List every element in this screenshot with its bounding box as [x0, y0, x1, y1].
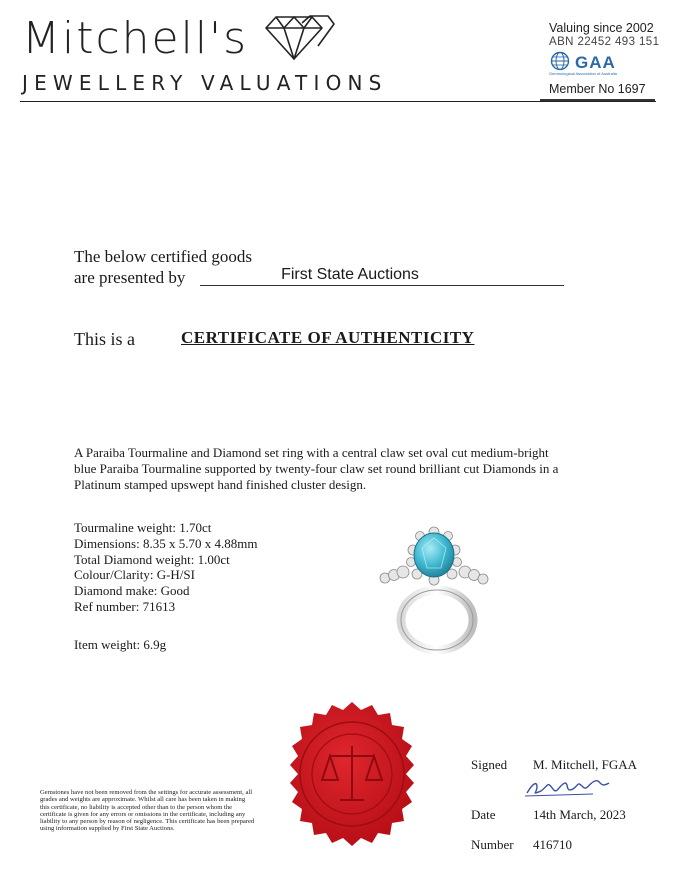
item-description: A Paraiba Tourmaline and Diamond set ring with a central claw set oval cut medium-bright blue Paraiba Tourmaline supported by twenty-four claw set round brilliant cut Diamonds in a Platinum stamped upswept hand finished cluster design.: [74, 445, 559, 492]
member-divider: [540, 99, 655, 101]
signed-label: Signed: [471, 757, 508, 772]
date-label: Date: [471, 807, 496, 822]
brand-subtitle: JEWELLERY VALUATIONS: [22, 71, 388, 95]
spec-tourmaline-weight: Tourmaline weight: 1.70ct: [74, 520, 212, 535]
item-weight: Item weight: 6.9g: [74, 637, 167, 652]
presenter-name: First State Auctions: [281, 266, 419, 283]
spec-diamond-weight: Total Diamond weight: 1.00ct: [74, 551, 230, 567]
number-label: Number: [471, 837, 514, 852]
intro-line-1: The below certified goods: [74, 247, 252, 266]
signed-value: M. Mitchell, FGAA: [533, 757, 637, 772]
spec-colour-clarity: Colour/Clarity: G-H/SI: [74, 567, 195, 583]
valuing-since: Valuing since 2002: [549, 21, 654, 35]
gaa-globe-icon: [549, 51, 571, 71]
member-number: Member No 1697: [549, 82, 646, 96]
spec-diamond-make: Diamond make: Good: [74, 583, 190, 599]
diamond-logo-icon: [262, 14, 336, 62]
wax-seal-icon: [278, 700, 426, 848]
ring-photo: [375, 520, 490, 655]
gaa-logo-text: GAA: [575, 53, 616, 72]
number-value: 416710: [533, 837, 572, 852]
header-divider: [20, 101, 656, 102]
spec-dimensions: Dimensions: 8.35 x 5.70 x 4.88mm: [74, 535, 258, 551]
abn-number: ABN 22452 493 151: [549, 36, 660, 48]
spec-ref-number: Ref number: 71613: [74, 598, 176, 614]
signature-image: [523, 775, 615, 799]
item-specs: [74, 520, 257, 615]
certificate-prefix: This is a: [74, 329, 135, 349]
gaa-small-text: Gemmological Association of Australia: [549, 71, 617, 76]
brand-name: Mitchell's: [22, 13, 249, 64]
certificate-title: CERTIFICATE OF AUTHENTICITY: [181, 328, 475, 347]
date-value: 14th March, 2023: [533, 807, 626, 822]
disclaimer-text: Gemstones have not been removed from the settings for accurate assessment, all grades and weights are approximate. Whilst all care has been taken in making this certificate, no liability is accepted other than to the person whom the certificate is given for any errors or omissions in the certificate, including any liability to any person by reason of negligence. This certificate has been prepared using information supplied by First State Auctions.: [40, 789, 255, 833]
intro-line-2: are presented by: [74, 268, 186, 287]
presenter-underline: [200, 285, 564, 286]
